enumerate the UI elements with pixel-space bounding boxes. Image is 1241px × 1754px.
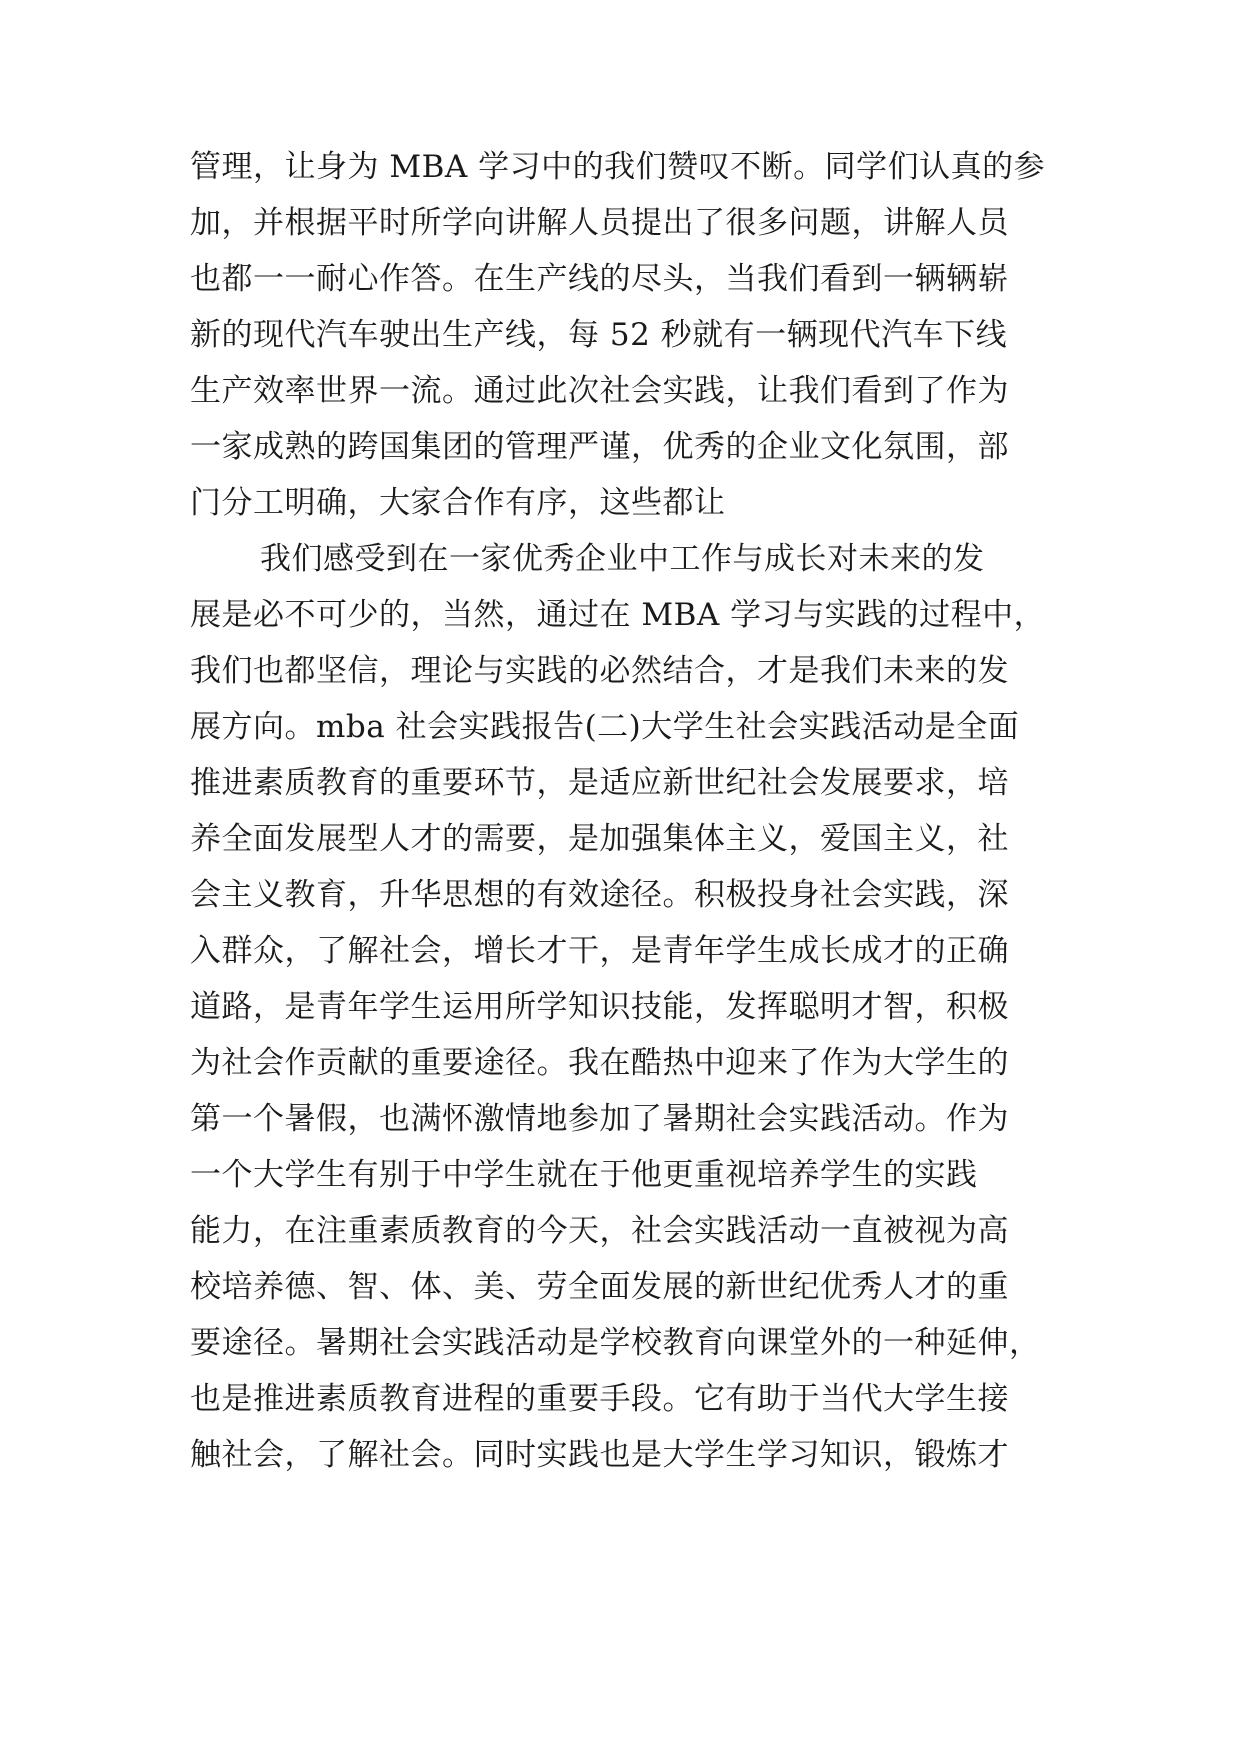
- paragraph-first-line: 我们感受到在一家优秀企业中工作与成长对未来的发: [260, 541, 985, 577]
- text-line: 为社会作贡献的重要途径。我在酷热中迎来了作为大学生的: [190, 1045, 1009, 1081]
- text-line: 门分工明确，大家合作有序，这些都让: [190, 485, 726, 521]
- text-line: 第一个暑假，也满怀激情地参加了暑期社会实践活动。作为: [190, 1101, 1009, 1137]
- text-line: 展是必不可少的，当然，通过在 MBA 学习与实践的过程中，: [190, 597, 1046, 633]
- text-line: 能力，在注重素质教育的今天，社会实践活动一直被视为高: [190, 1213, 1009, 1249]
- text-line: 加，并根据平时所学向讲解人员提出了很多问题，讲解人员: [190, 205, 1009, 241]
- text-line: 校培养德、智、体、美、劳全面发展的新世纪优秀人才的重: [190, 1269, 1009, 1305]
- text-line: 触社会，了解社会。同时实践也是大学生学习知识，锻炼才: [190, 1437, 1009, 1473]
- text-line: 推进素质教育的重要环节，是适应新世纪社会发展要求，培: [190, 765, 1009, 801]
- text-line: 展方向。mba 社会实践报告(二)大学生社会实践活动是全面: [190, 709, 1020, 745]
- text-line: 生产效率世界一流。通过此次社会实践，让我们看到了作为: [190, 373, 1009, 409]
- text-line: 养全面发展型人才的需要，是加强集体主义，爱国主义，社: [190, 821, 1009, 857]
- text-line: 也都一一耐心作答。在生产线的尽头，当我们看到一辆辆崭: [190, 261, 1009, 297]
- text-line: 入群众，了解社会，增长才干，是青年学生成长成才的正确: [190, 933, 1009, 969]
- text-line: 一个大学生有别于中学生就在于他更重视培养学生的实践: [190, 1157, 978, 1193]
- text-line: 一家成熟的跨国集团的管理严谨，优秀的企业文化氛围，部: [190, 429, 1009, 465]
- text-line: 要途径。暑期社会实践活动是学校教育向课堂外的一种延伸，: [190, 1325, 1041, 1361]
- text-line: 管理，让身为 MBA 学习中的我们赞叹不断。同学们认真的参: [190, 149, 1046, 185]
- text-line: 也是推进素质教育进程的重要手段。它有助于当代大学生接: [190, 1381, 1009, 1417]
- text-line: 会主义教育，升华思想的有效途径。积极投身社会实践，深: [190, 877, 1009, 913]
- text-line: 新的现代汽车驶出生产线，每 52 秒就有一辆现代汽车下线: [190, 317, 1008, 353]
- text-line: 我们也都坚信，理论与实践的必然结合，才是我们未来的发: [190, 653, 1009, 689]
- text-line: 道路，是青年学生运用所学知识技能，发挥聪明才智，积极: [190, 989, 1009, 1025]
